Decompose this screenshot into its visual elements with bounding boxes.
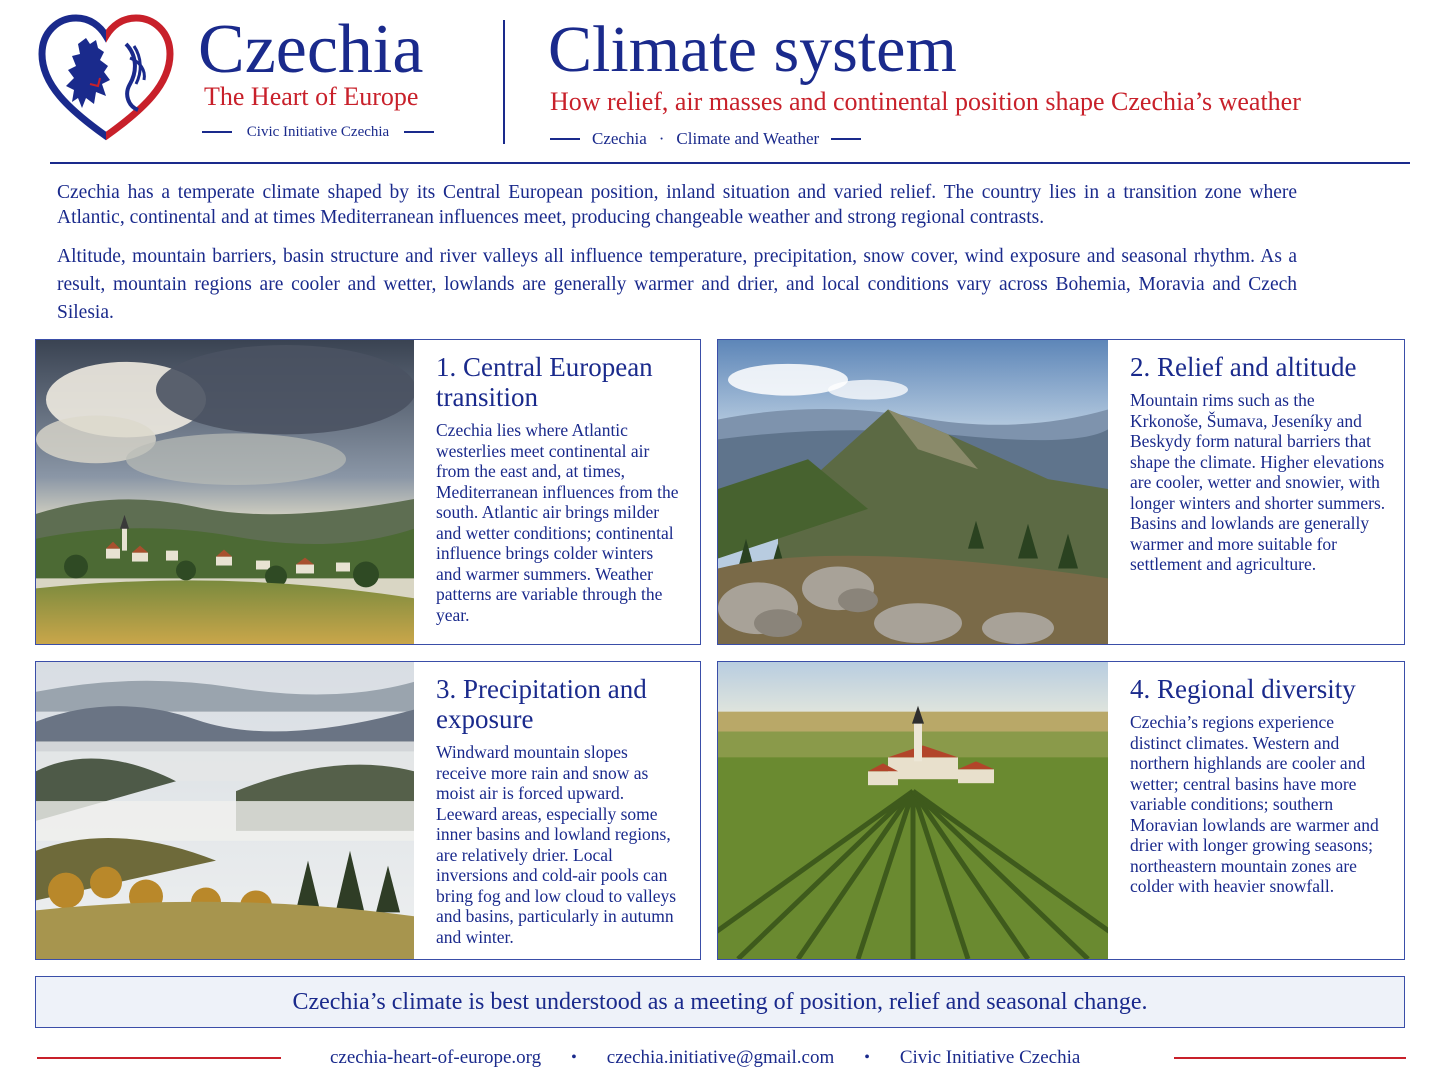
- card-title: 1. Central European transition: [436, 352, 653, 412]
- intro-paragraph: Altitude, mountain barriers, basin structure and river valleys all influence temperature, precipitation, snow cover, wind exposure and seasonal rhythm. As a result, mountain regions are cooler and wetter, lowlands are generally warmer and drier, and local conditions vary across Bohemia, Moravia and Czech Silesia.: [57, 246, 1297, 323]
- footer-separator: •: [864, 1049, 870, 1066]
- card-title: 2. Relief and altitude: [1130, 352, 1357, 382]
- card-text: [1108, 662, 1404, 959]
- card-central-european-transition: [35, 339, 701, 645]
- dash-divider: [831, 138, 861, 140]
- vertical-divider: [503, 20, 505, 144]
- dash-divider: [550, 138, 580, 140]
- footer-email-link[interactable]: czechia.initiative@gmail.com: [606, 1047, 835, 1068]
- footer-rule-right: [1174, 1057, 1406, 1059]
- card-text: [414, 340, 700, 644]
- card-body: Mountain rims such as the Krkonoše, Šumava, Jeseníky and Beskydy form natural barriers that shape the climate. Higher elevations are cooler, wetter and snowier, with longer winters and shorter summers. Basins and lowlands are generally warmer and more suitable for settlement and agriculture.: [1130, 390, 1386, 574]
- intro-text: [57, 180, 1297, 340]
- brand-title: Czechia: [198, 11, 424, 88]
- heart-lion-emblem-icon: [38, 14, 174, 142]
- card-title: 3. Precipitation and exposure: [436, 674, 647, 734]
- card-body: Czechia lies where Atlantic westerlies meet continental air from the east and, at times, Mediterranean influences from the south. Atlantic air brings milder and wetter conditions; continental influence brings colder winters and warmer summers. Weather patterns are variable through the year.: [436, 420, 679, 625]
- footer-website-link[interactable]: czechia-heart-of-europe.org: [330, 1047, 542, 1068]
- vineyard-village-photo: [718, 662, 1108, 959]
- intro-paragraph: Czechia has a temperate climate shaped by its Central European position, inland situation and varied relief. The country lies in a transition zone where Atlantic, continental and at times Mediterranean influences meet, producing changeable weather and strong regional contrasts.: [57, 182, 1297, 228]
- breadcrumb-item[interactable]: Climate and Weather: [676, 129, 820, 148]
- page-footer: [0, 1042, 1448, 1074]
- breadcrumb: [550, 128, 861, 150]
- card-body: Czechia’s regions experience distinct climates. Western and northern highlands are cooler and wetter; central basins have more variable conditions; southern Moravian lowlands are warmer and drier with longer growing seasons; northeastern mountain zones are colder with heavier snowfall.: [1130, 712, 1379, 896]
- card-body: Windward mountain slopes receive more rain and snow as moist air is forced upward. Leeward areas, especially some inner basins and lowland regions, are relatively drier. Local inversions and cold-air pools can bring fog and low cloud to valleys and basins, particularly in autumn and winter.: [436, 742, 677, 947]
- brand-subtitle: The Heart of Europe: [204, 82, 419, 111]
- page-header: [0, 0, 1448, 160]
- card-regional-diversity: [717, 661, 1405, 960]
- landscape-village-photo: [36, 340, 414, 644]
- page-subtitle: How relief, air masses and continental position shape Czechia’s weather: [550, 87, 1301, 116]
- breadcrumb-item[interactable]: Czechia: [592, 129, 647, 148]
- brand-org: [202, 122, 434, 142]
- dash-divider: [404, 131, 434, 133]
- footer-items: [330, 1046, 1080, 1070]
- summary-banner: Czechia’s climate is best understood as a meeting of position, relief and seasonal change.: [35, 976, 1405, 1028]
- brand-org-label: Civic Initiative Czechia: [246, 124, 390, 140]
- card-title: 4. Regional diversity: [1130, 674, 1356, 704]
- footer-rule-left: [37, 1057, 281, 1059]
- header-rule: [50, 162, 1410, 164]
- breadcrumb-separator: ·: [658, 129, 665, 148]
- footer-separator: •: [571, 1049, 577, 1066]
- card-text: [1108, 340, 1404, 644]
- footer-org: Civic Initiative Czechia: [899, 1047, 1081, 1068]
- page-title: Climate system: [548, 13, 957, 86]
- card-text: [414, 662, 700, 959]
- foggy-valley-photo: [36, 662, 414, 959]
- card-precipitation-and-exposure: [35, 661, 701, 960]
- card-relief-and-altitude: [717, 339, 1405, 645]
- mountain-ridge-photo: [718, 340, 1108, 644]
- dash-divider: [202, 131, 232, 133]
